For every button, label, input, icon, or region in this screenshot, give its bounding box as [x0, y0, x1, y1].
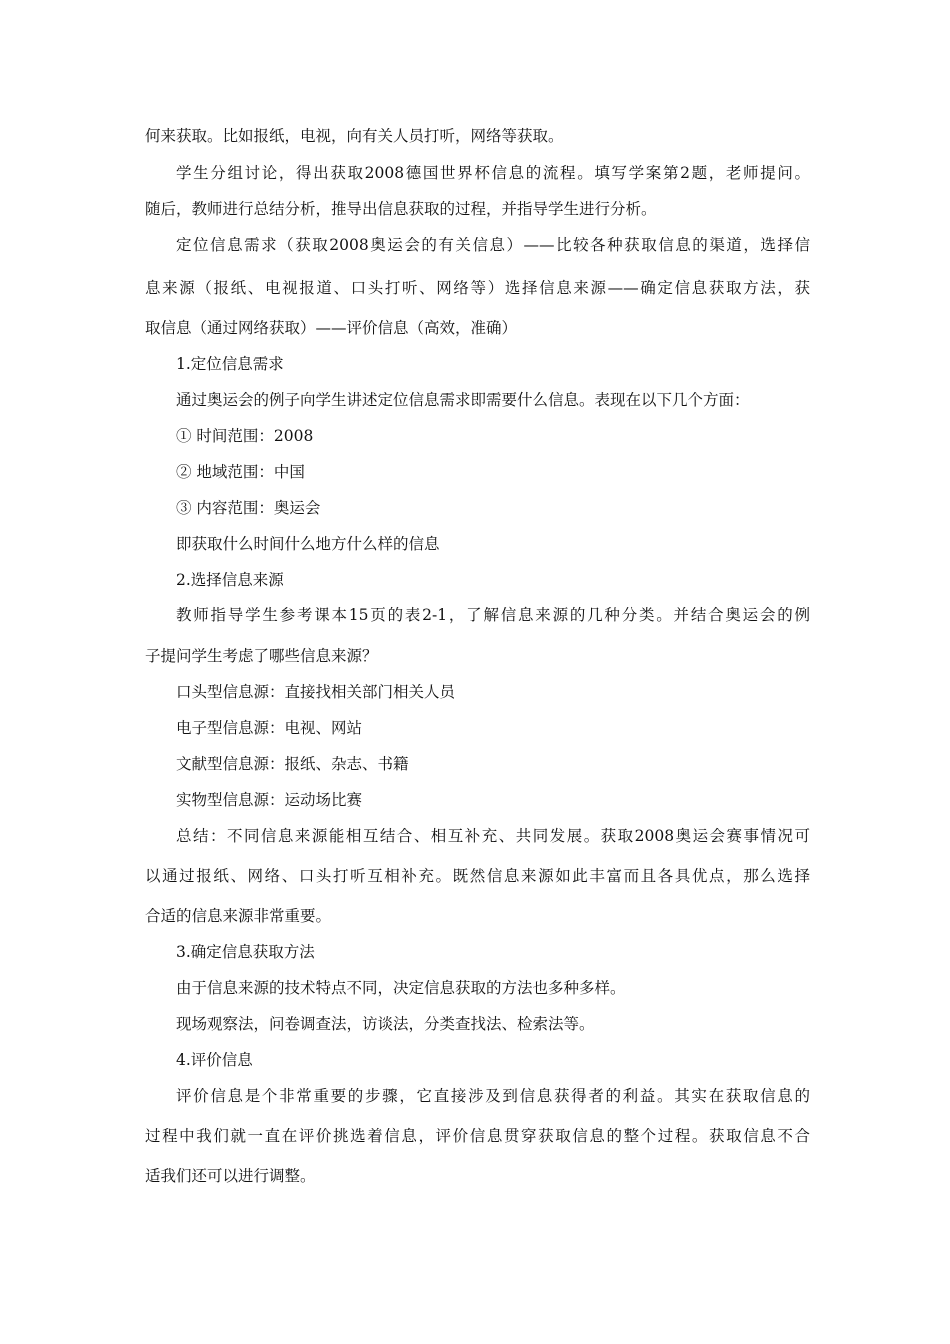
list-item: 口头型信息源：直接找相关部门相关人员 [176, 683, 456, 701]
list-item: 电子型信息源：电视、网站 [176, 719, 363, 737]
text-line: 评价信息是个非常重要的步骤，它直接涉及到信息获得者的利益。其实在获取信息的 [176, 1087, 810, 1105]
text-line: 以通过报纸、网络、口头打听互相补充。既然信息来源如此丰富而且各具优点，那么选择 [145, 867, 810, 885]
text-line: 即获取什么时间什么地方什么样的信息 [176, 535, 440, 553]
list-item: ③ 内容范围：奥运会 [176, 499, 321, 517]
text-line: 通过奥运会的例子向学生讲述定位信息需求即需要什么信息。表现在以下几个方面： [176, 391, 750, 409]
text-line: 子提问学生考虑了哪些信息来源？ [145, 647, 378, 665]
section-heading: 2.选择信息来源 [176, 571, 284, 589]
text-line: 何来获取。比如报纸，电视，向有关人员打听，网络等获取。 [145, 127, 564, 145]
list-item: 实物型信息源：运动场比赛 [176, 791, 363, 809]
text-line: 总结：不同信息来源能相互结合、相互补充、共同发展。获取2008奥运会赛事情况可 [176, 827, 810, 845]
text-line: 现场观察法，问卷调查法，访谈法，分类查找法、检索法等。 [176, 1015, 595, 1033]
text-line: 由于信息来源的技术特点不同，决定信息获取的方法也多种多样。 [176, 979, 626, 997]
text-line: 过程中我们就一直在评价挑选着信息，评价信息贯穿获取信息的整个过程。获取信息不合 [145, 1127, 810, 1145]
section-heading: 3.确定信息获取方法 [176, 943, 315, 961]
text-line: 息来源（报纸、电视报道、口头打听、网络等）选择信息来源——确定信息获取方法，获 [145, 279, 810, 297]
text-line: 教师指导学生参考课本15页的表2-1，了解信息来源的几种分类。并结合奥运会的例 [176, 606, 810, 624]
text-line: 随后，教师进行总结分析，推导出信息获取的过程，并指导学生进行分析。 [145, 200, 657, 218]
list-item: ① 时间范围：2008 [176, 427, 314, 445]
text-line: 定位信息需求（获取2008奥运会的有关信息）——比较各种获取信息的渠道，选择信 [176, 236, 810, 254]
section-heading: 4.评价信息 [176, 1051, 253, 1069]
list-item: 文献型信息源：报纸、杂志、书籍 [176, 755, 409, 773]
text-line: 合适的信息来源非常重要。 [145, 907, 332, 925]
text-line: 取信息（通过网络获取）——评价信息（高效，准确） [145, 319, 518, 337]
section-heading: 1.定位信息需求 [176, 355, 284, 373]
text-line: 适我们还可以进行调整。 [145, 1167, 316, 1185]
text-line: 学生分组讨论，得出获取2008德国世界杯信息的流程。填写学案第2题，老师提问。 [176, 164, 810, 182]
list-item: ② 地域范围：中国 [176, 463, 305, 481]
